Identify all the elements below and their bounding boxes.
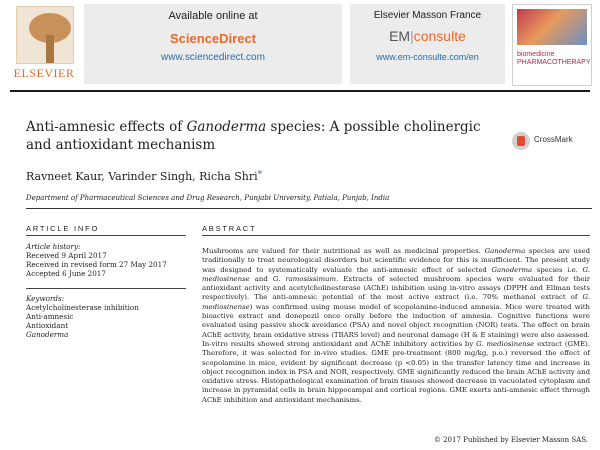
sciencedirect-logo[interactable]: ScienceDirect xyxy=(170,31,256,46)
emconsulte-link[interactable]: www.em-consulte.com/en xyxy=(376,52,479,62)
keywords-divider xyxy=(26,288,186,289)
cover-artwork xyxy=(517,9,587,45)
available-online-text: Available online at xyxy=(168,10,258,22)
keyword-item: Ganoderma xyxy=(26,330,69,339)
keywords-label: Keywords: xyxy=(26,294,65,303)
corresponding-author-link[interactable]: * xyxy=(257,170,263,180)
header-divider xyxy=(10,90,590,92)
article-info-heading: ARTICLE INFO xyxy=(26,224,100,233)
crossmark-icon xyxy=(512,132,530,150)
em-logo-left: EM xyxy=(389,28,411,44)
crossmark-badge[interactable] xyxy=(512,131,592,153)
sciencedirect-link[interactable]: www.sciencedirect.com xyxy=(161,52,265,63)
abstract-divider xyxy=(202,235,590,236)
crossmark-label: CrossMark xyxy=(534,135,573,144)
sciencedirect-banner xyxy=(84,4,342,84)
emconsulte-banner xyxy=(350,4,505,84)
revised-date: Received in revised form 27 May 2017 xyxy=(26,260,167,269)
publisher-text: Elsevier Masson France xyxy=(373,10,482,21)
affiliation-divider xyxy=(26,208,592,209)
emconsulte-logo[interactable]: EM|consulte xyxy=(389,28,466,44)
accepted-date: Accepted 6 June 2017 xyxy=(26,269,106,278)
author-list: Ravneet Kaur, Varinder Singh, Richa Shri* xyxy=(26,170,263,183)
keyword-item: Anti-amnesic xyxy=(26,312,74,321)
elsevier-logo[interactable] xyxy=(10,4,78,84)
abstract-body: Mushrooms are valued for their nutritional as well as medicinal properties. Ganoderma species are used traditionally to treat neurological disorders but scientific evidence for this is insufficient. The present study was designed to systematically evaluate the anti-amnesic effect of selected Ganoderma species i.e. G. mediosinense and G. ramosissimum. Extracts of selected mushroom species were evaluated for their antioxidant activity and acetylcholinesterase (AChE) inhibition using in-vitro assays (DPPH and Ellman tests respectively). The anti-amnesic potential of the most active extract (i.e. 70% methanol extract of G. mediosinense) was confirmed using mouse model of scopolamine-induced amnesia. Mice were treated with bioactive extract and donepezil once orally before the induction of amnesia. Cognitive functions were evaluated using passive shock avoidance (PSA) and novel object recognition (NOR) tests. The effect on brain AChE activity, brain oxidative stress (TBARS level) and neuronal damage (H & E staining) were also assessed. In-vitro results showed strong antioxidant and AChE inhibitory activities by G. mediosinense extract (GME). Therefore, it was selected for in-vivo studies. GME pre-treatment (800 mg/kg, p.o.) reversed the effect of scopolamine in mice, evident by significant decrease (p <0.05) in the transfer latency time and increase in object recognition index in PSA and NOR, respectively. GME significantly reduced the brain AChE activity and oxidative stress. Histopathological examination of brain tissues showed decrease in vacuolated cytoplasm and increase in pyramidal cells in brain hippocampal and cortical regions. GME exerts anti-amnesic effect through AChE inhibition and antioxidant mechanisms. xyxy=(202,247,591,404)
journal-cover[interactable] xyxy=(512,4,592,86)
keyword-item: Acetylcholinesterase inhibition xyxy=(26,303,139,312)
copyright-notice: © 2017 Published by Elsevier Masson SAS. xyxy=(433,436,588,444)
em-logo-right: consulte xyxy=(413,28,466,44)
article-info-divider xyxy=(26,235,186,236)
article-history-label: Article history: xyxy=(26,242,81,251)
received-date: Received 9 April 2017 xyxy=(26,251,107,260)
elsevier-wordmark: ELSEVIER xyxy=(13,66,75,80)
elsevier-tree-icon xyxy=(16,6,74,64)
abstract-heading: ABSTRACT xyxy=(202,224,257,233)
author-affiliation: Department of Pharmaceutical Sciences and Drug Research, Punjabi University, Patiala, Punjab, India xyxy=(26,194,390,202)
keyword-item: Antioxidant xyxy=(26,321,69,330)
journal-cover-title: biomedicine PHARMACOTHERAPY xyxy=(517,51,591,66)
article-title: Anti-amnesic effects of Ganoderma species: A possible cholinergic and antioxidant mechanism xyxy=(26,119,481,153)
